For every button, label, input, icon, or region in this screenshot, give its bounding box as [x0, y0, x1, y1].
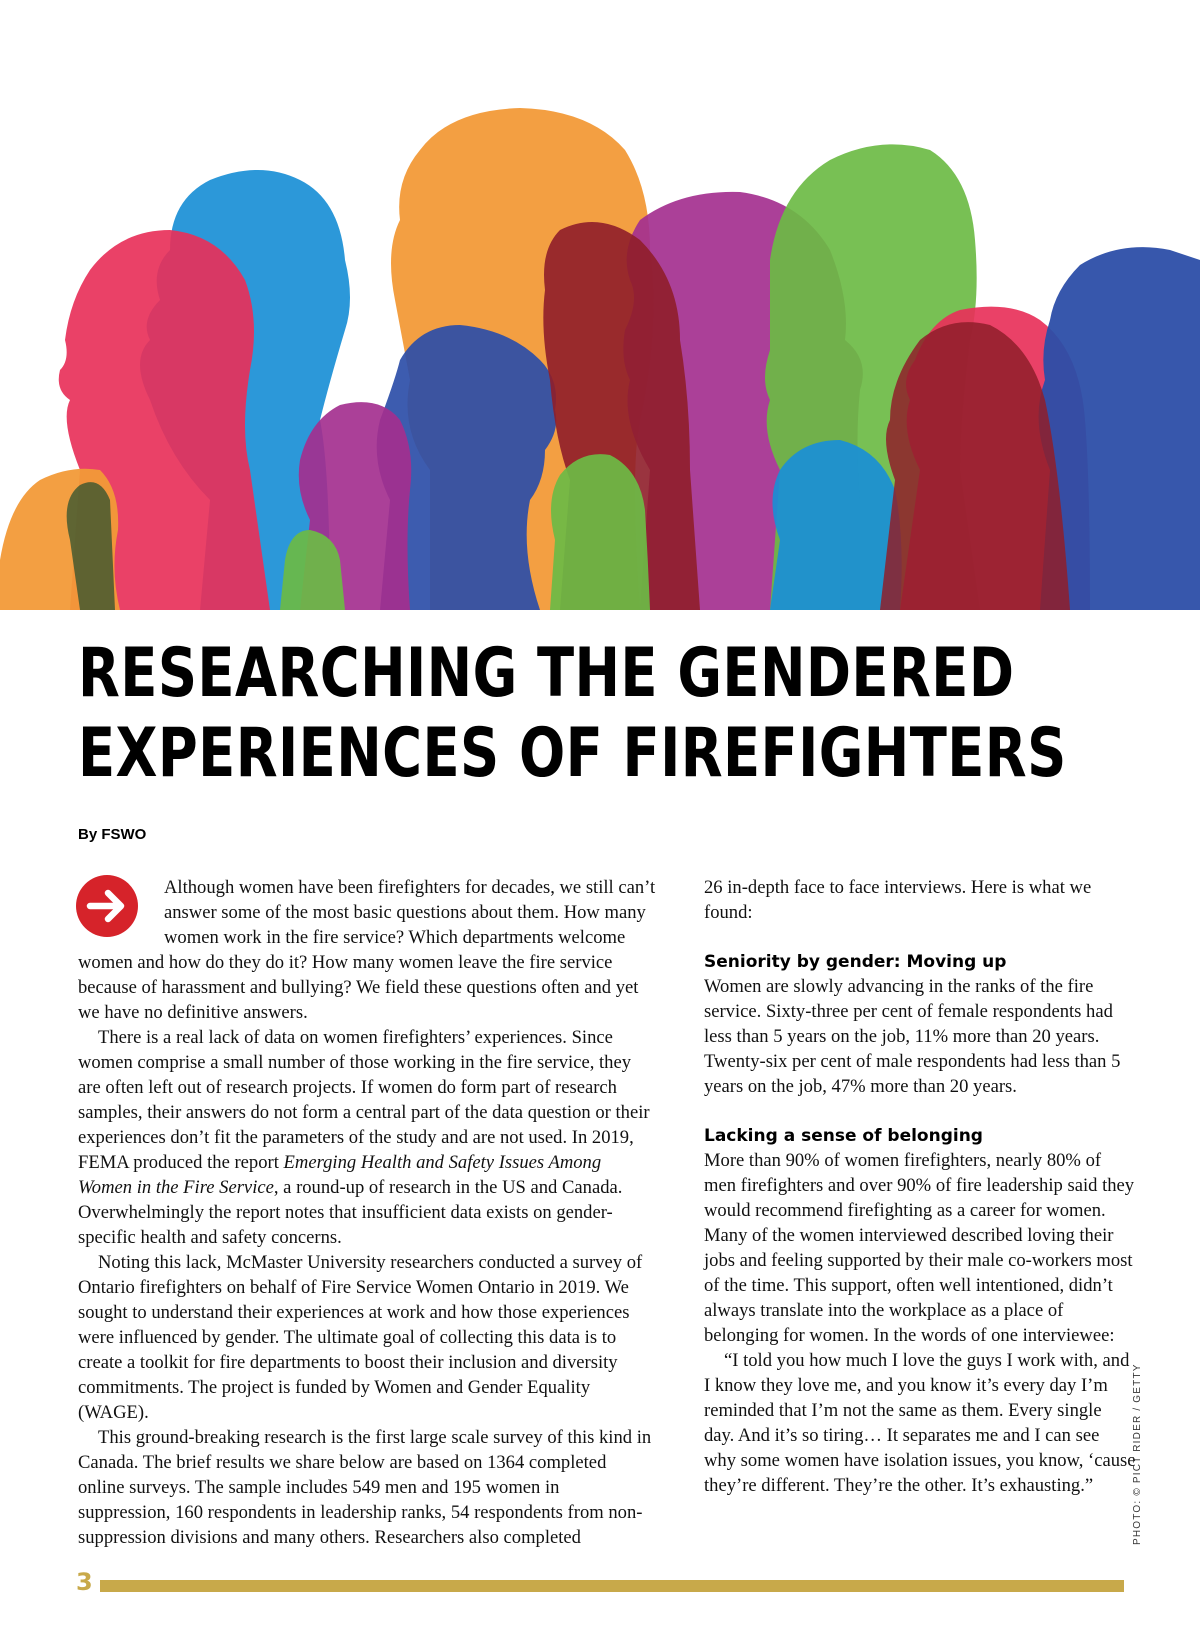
paragraph-data-lack-text-b: , a round-up of research in the US and Canada. Overwhelmingly the report notes that insufficient data exists on gender-specific health and safety concerns.: [78, 1177, 623, 1248]
byline: By FSWO: [78, 826, 147, 843]
paragraph-belonging: More than 90% of women firefighters, nearly 80% of men firefighters and over 90% of fire leadership said they would recommend firefighting as a career for women. Many of the women interviewed described loving their jobs and feeling supported by their male co-workers most of the time. This support, often well intentioned, didn’t always translate into the workplace as a place of belonging for women. In the words of one interviewee:: [704, 1150, 1135, 1346]
subhead-belonging: Lacking a sense of belonging: [704, 1126, 983, 1146]
footer-rule: [100, 1580, 1124, 1592]
report-title: Emerging Health and Safety Issues Among Women in the Fire Service: [78, 1152, 602, 1198]
paragraph-data-lack-text-a: There is a real lack of data on women firefighters’ experiences. Since women comprise a small number of those working in the fire service, they are often left out of research projects. If women do form part of research samples, their answers do not form a central part of the data question or their experiences don’t fit the parameters of the study and are not used. In 2019, FEMA produced the report: [78, 1027, 650, 1173]
left-column: [78, 875, 656, 1550]
hero-illustration: [0, 0, 1200, 610]
paragraph-continued: 26 in-depth face to face interviews. Here is what we found:: [704, 877, 1092, 923]
right-column: [704, 875, 1136, 1498]
headline-line-1: RESEARCHING THE GENDERED: [78, 634, 1015, 713]
interview-quote: “I told you how much I love the guys I work with, and I know they love me, and you know it’s every day I’m reminded that I’m not the same as them. Every single day. And it’s so tiring… It separates me and I can see why some women have isolation issues, you know, ‘cause they’re different. They’re the other. It’s exhausting.”: [704, 1350, 1136, 1496]
photo-credit: PHOTO: © PICT RIDER / GETTY: [1132, 1363, 1143, 1545]
silhouettes-illustration: [0, 0, 1200, 610]
subhead-seniority: Seniority by gender: Moving up: [704, 952, 1007, 972]
headline-line-2: EXPERIENCES OF FIREFIGHTERS: [78, 714, 1067, 793]
page-number: 3: [76, 1568, 93, 1596]
headline: [78, 634, 1067, 794]
paragraph-sample: This ground-breaking research is the first large scale survey of this kind in Canada. The brief results we share below are based on 1364 completed online surveys. The sample includes 549 men and 195 women in suppression, 160 respondents in leadership ranks, 54 respondents from non-suppression divisions and many others. Researchers also completed: [78, 1427, 652, 1548]
paragraph-intro: [78, 875, 656, 1025]
paragraph-data-lack: [78, 1025, 656, 1250]
paragraph-intro-text: Although women have been firefighters for decades, we still can’t answer some of the most basic questions about them. How many women work in the fire service? Which departments welcome women and how do they do it? How many women leave the fire service because of harassment and bullying? We field these questions often and yet we have no definitive answers.: [78, 877, 656, 1023]
paragraph-survey: Noting this lack, McMaster University researchers conducted a survey of Ontario firefighters on behalf of Fire Service Women Ontario in 2019. We sought to understand their experiences at work and how those experiences were influenced by gender. The ultimate goal of collecting this data is to create a toolkit for fire departments to boost their inclusion and diversity commitments. The project is funded by Women and Gender Equality (WAGE).: [78, 1252, 643, 1423]
paragraph-seniority: Women are slowly advancing in the ranks of the fire service. Sixty-three per cent of female respondents had less than 5 years on the job, 11% more than 20 years. Twenty-six per cent of male respondents had less than 5 years on the job, 47% more than 20 years.: [704, 976, 1121, 1097]
